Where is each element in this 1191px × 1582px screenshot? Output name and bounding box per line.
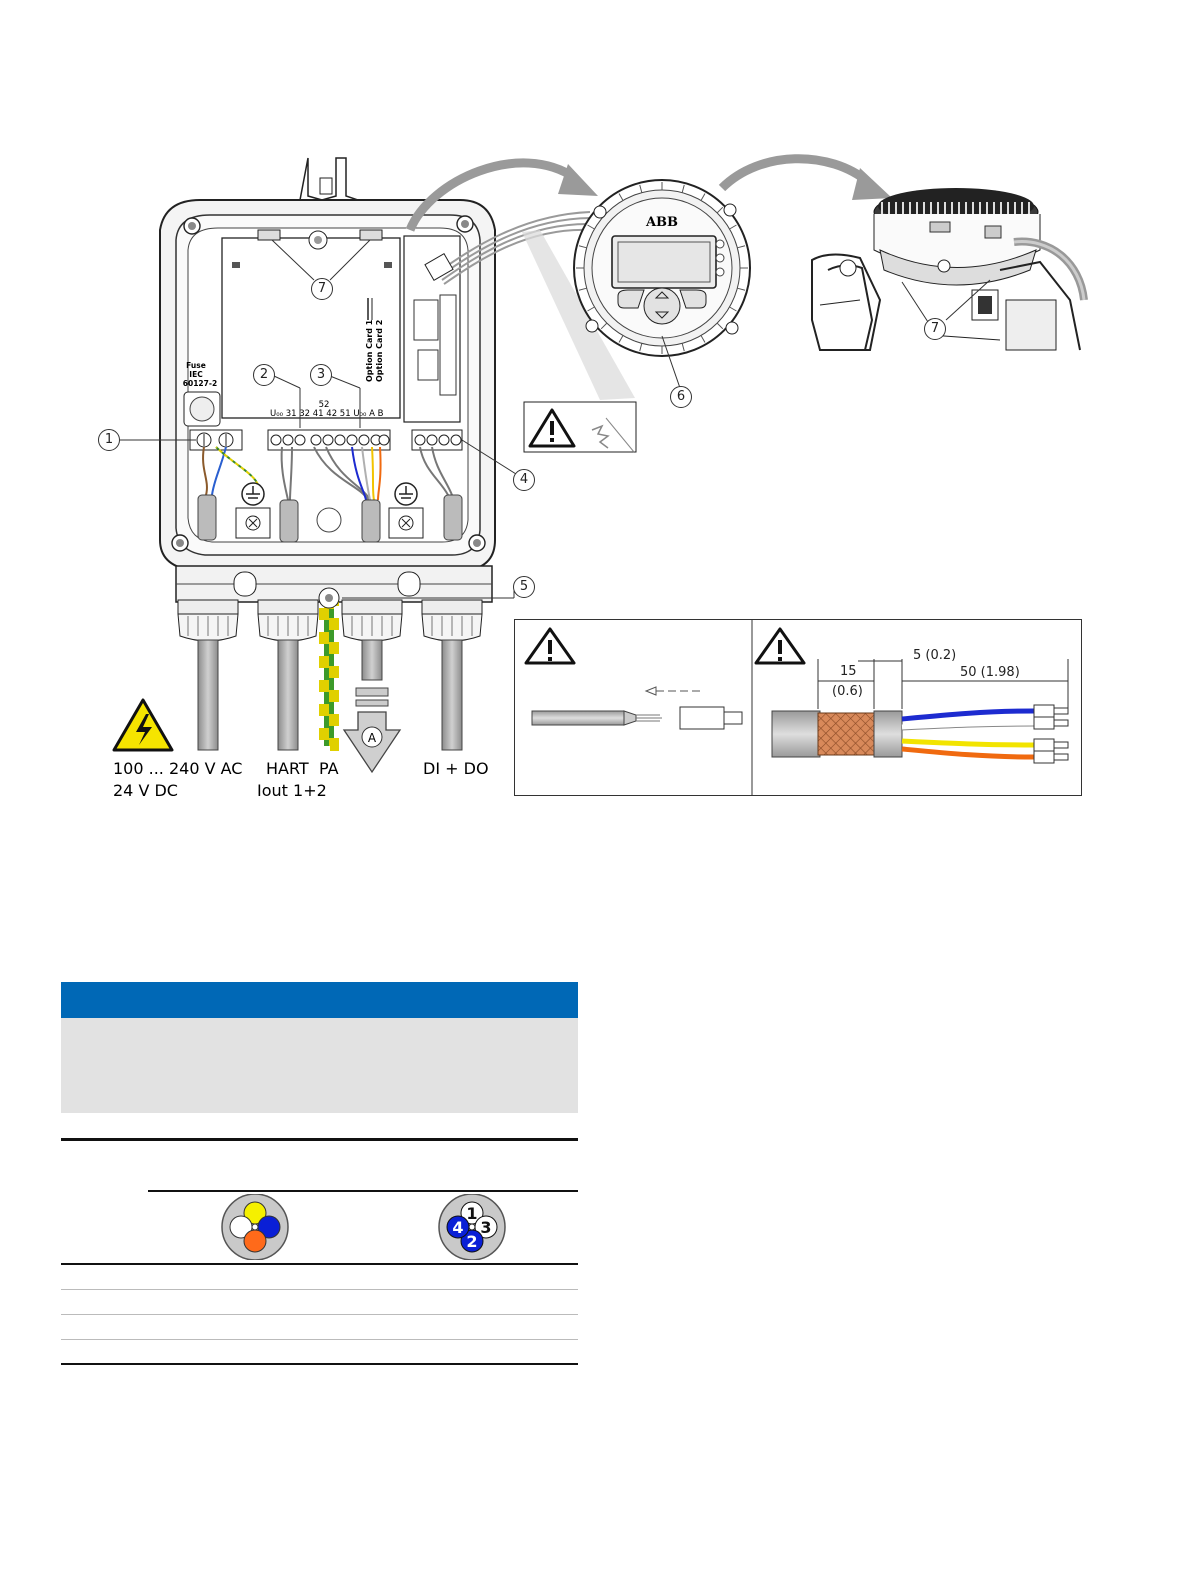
pa-ground-wire — [319, 588, 339, 746]
power-label-line2: 24 V DC — [113, 781, 178, 800]
core-number-1: 1 — [466, 1204, 478, 1223]
terminal-screw — [335, 435, 345, 445]
cable-cross-section-colors — [220, 1194, 290, 1260]
table-top-rule — [61, 1138, 578, 1141]
fuse-label: IEC — [189, 370, 203, 379]
terminal-label-52: 52 — [318, 400, 330, 410]
callout-5: 5 — [513, 576, 535, 598]
power-cable — [198, 640, 218, 750]
iout-label: Iout 1+2 — [257, 781, 327, 800]
housing-screw — [184, 218, 200, 234]
cable-clamp — [389, 508, 423, 538]
callout-1: 1 — [98, 429, 120, 451]
dido-label: DI + DO — [423, 759, 489, 778]
fuse-label: 60127-2 — [182, 379, 218, 388]
display-installed-view — [812, 188, 1084, 350]
cable-sleeve — [280, 500, 298, 542]
shielded-cable — [772, 711, 902, 757]
table-row-divider — [61, 1314, 578, 1315]
option-card-label: Option Card 2 — [375, 319, 384, 382]
callout-6: 6 — [670, 386, 692, 408]
cable-preparation-panel — [514, 619, 1083, 797]
housing-screw — [172, 535, 188, 551]
table-header-bar — [61, 982, 578, 1018]
terminal-screw — [359, 435, 369, 445]
pa-label: PA — [319, 759, 339, 778]
terminal-screw — [295, 435, 305, 445]
main-circuit-board — [184, 230, 460, 426]
terminal-screw — [283, 435, 293, 445]
hart-label: HART — [266, 759, 309, 778]
core-number-4: 4 — [452, 1218, 464, 1237]
terminal-screw — [379, 435, 389, 445]
power-label-line1: 100 ... 240 V AC — [113, 759, 243, 778]
ground-terminal — [395, 483, 417, 505]
terminal-screw — [451, 435, 461, 445]
display-module — [574, 180, 750, 356]
table-row-divider — [61, 1339, 578, 1340]
cable-gland — [342, 600, 402, 641]
fuse-label: Fuse — [186, 361, 206, 370]
high-voltage-warning-icon — [114, 700, 172, 750]
option-card-label: Option Card 1 — [365, 319, 374, 382]
cable-gland — [178, 600, 238, 641]
cable-clamp — [236, 508, 270, 538]
terminal-screw — [271, 435, 281, 445]
signal-cable — [356, 640, 388, 706]
hart-cable — [278, 640, 298, 750]
cable-cross-section-numbers — [437, 1194, 507, 1260]
dim-06: (0.6) — [832, 684, 863, 699]
core-number-2: 2 — [466, 1232, 478, 1251]
callout-3: 3 — [310, 364, 332, 386]
callout-7: 7 — [311, 278, 333, 300]
cable-sleeve — [362, 500, 380, 542]
callout-4: 4 — [513, 469, 535, 491]
cable-core — [244, 1230, 266, 1252]
ground-terminal — [242, 483, 264, 505]
arrow-a-label: A — [367, 731, 377, 745]
table-subheader-rule — [148, 1190, 578, 1192]
callout-2: 2 — [253, 364, 275, 386]
blank-plug — [317, 508, 341, 532]
housing-screw — [469, 535, 485, 551]
terminal-screw — [347, 435, 357, 445]
table-row-divider — [61, 1289, 578, 1290]
terminal-screw — [439, 435, 449, 445]
cable-gland — [258, 600, 318, 641]
abb-logo: ABB — [645, 215, 679, 230]
terminal-screw — [323, 435, 333, 445]
housing-screw — [457, 216, 473, 232]
cable-sleeve — [444, 495, 462, 540]
callout-7-installed: 7 — [924, 318, 946, 340]
dim-15: 15 — [840, 664, 857, 679]
dim-50: 50 (1.98) — [960, 665, 1020, 680]
terminal-screw — [311, 435, 321, 445]
cable-gland — [422, 600, 482, 641]
move-arrow — [722, 159, 868, 188]
warning-box-display — [524, 402, 636, 452]
terminal-row-label: U₀₀ 31 32 41 42 51 U₀₀ A B — [270, 409, 384, 419]
dim-5: 5 (0.2) — [913, 648, 957, 663]
table-header-rule — [61, 1263, 578, 1265]
terminal-screw — [415, 435, 425, 445]
core-number-3: 3 — [480, 1218, 492, 1237]
table-bottom-rule — [61, 1363, 578, 1365]
table-note-area — [61, 1018, 578, 1113]
terminal-screw — [427, 435, 437, 445]
dido-cable — [442, 640, 462, 750]
cable-sleeve — [198, 495, 216, 540]
